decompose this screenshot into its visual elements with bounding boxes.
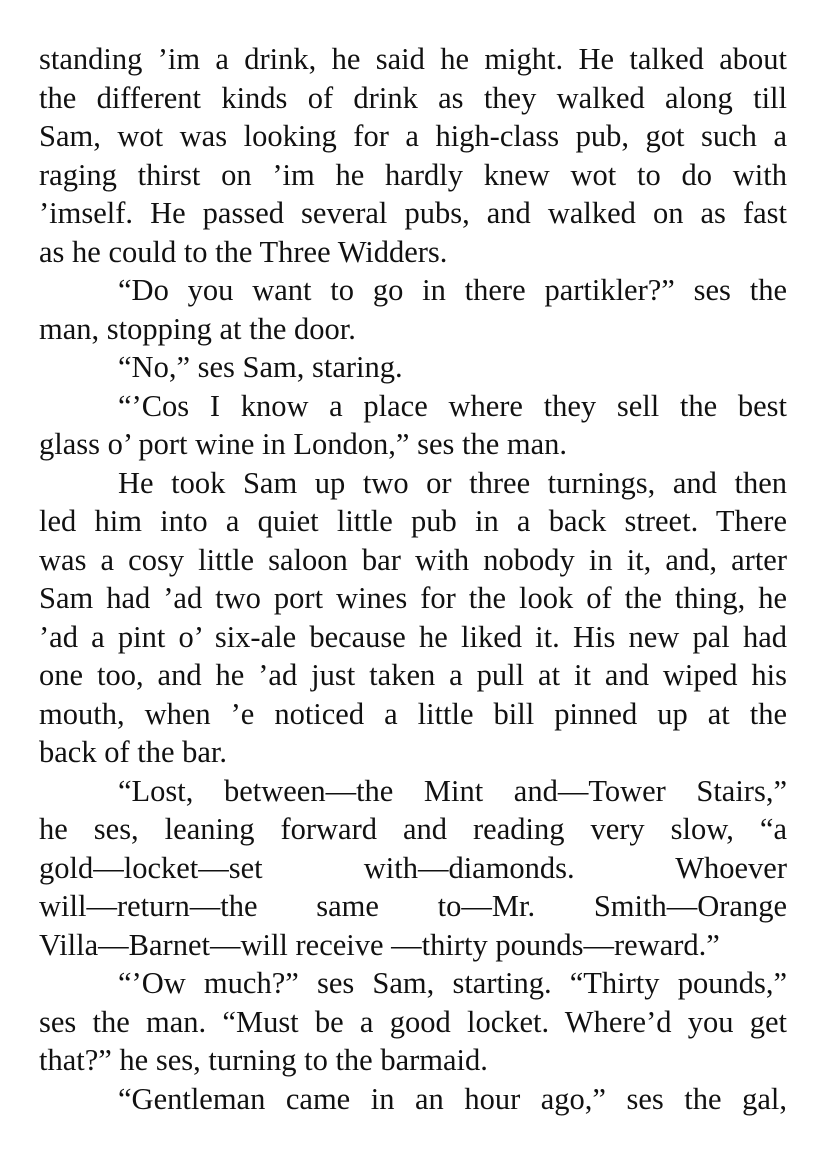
text-line: “Lost, between—the Mint and—Tower Stairs,” [118,773,787,808]
text-line: that?” he ses, turning to the barmaid. [39,1043,488,1077]
text-line: glass o’ port wine in London,” ses the man. [39,427,568,461]
text-line: Sam had ’ad two port wines for the look of the thing, he [39,581,787,615]
text-line: gold—locket—set with—diamonds. Whoever [39,850,787,885]
paragraph [39,772,787,965]
text-line: “’Cos I know a place where they sell the best [118,388,787,423]
text-line: ses the man. “Must be a good locket. Where’d you get [39,1004,787,1039]
text-line: “’Ow much?” ses Sam, starting. “Thirty pounds,” [118,966,787,1000]
paragraph [39,464,787,772]
text-line: back of the bar. [39,735,228,769]
text-line: “Do you want to go in there partikler?” ses the [118,273,787,307]
paragraph [39,271,787,348]
text-line: as he could to the Three Widders. [39,234,448,269]
text-line: ’ad a pint o’ six-ale because he liked it. His new pal had [39,619,787,654]
paragraph [39,964,787,1080]
text-line: “No,” ses Sam, staring. [118,350,403,384]
text-line: raging thirst on ’im he hardly knew wot to do with [39,157,787,192]
text-line: was a cosy little saloon bar with nobody in it, and, arter [39,542,787,577]
text-line: man, stopping at the door. [39,311,356,346]
text-line: mouth, when ’e noticed a little bill pinned up at the [39,696,787,731]
text-line: the different kinds of drink as they walked along till [39,80,787,115]
paragraph [39,387,787,464]
text-line: “Gentleman came in an hour ago,” ses the gal, [118,1081,787,1116]
document-page [39,40,787,1118]
paragraph [39,1080,787,1119]
text-line: led him into a quiet little pub in a back street. There [39,504,787,538]
text-line: He took Sam up two or three turnings, and then [118,465,787,500]
paragraph [39,40,787,271]
paragraph [39,348,787,387]
text-line: ’imself. He passed several pubs, and walked on as fast [39,196,787,230]
text-line: will—return—the same to—Mr. Smith—Orange [39,889,787,923]
text-line: one too, and he ’ad just taken a pull at it and wiped his [39,658,787,692]
text-line: he ses, leaning forward and reading very slow, “a [39,812,787,846]
text-line: Sam, wot was looking for a high-class pub, got such a [39,119,787,153]
text-line: standing ’im a drink, he said he might. He talked about [39,42,787,76]
text-line: Villa—Barnet—will receive —thirty pounds—reward.” [39,927,720,962]
